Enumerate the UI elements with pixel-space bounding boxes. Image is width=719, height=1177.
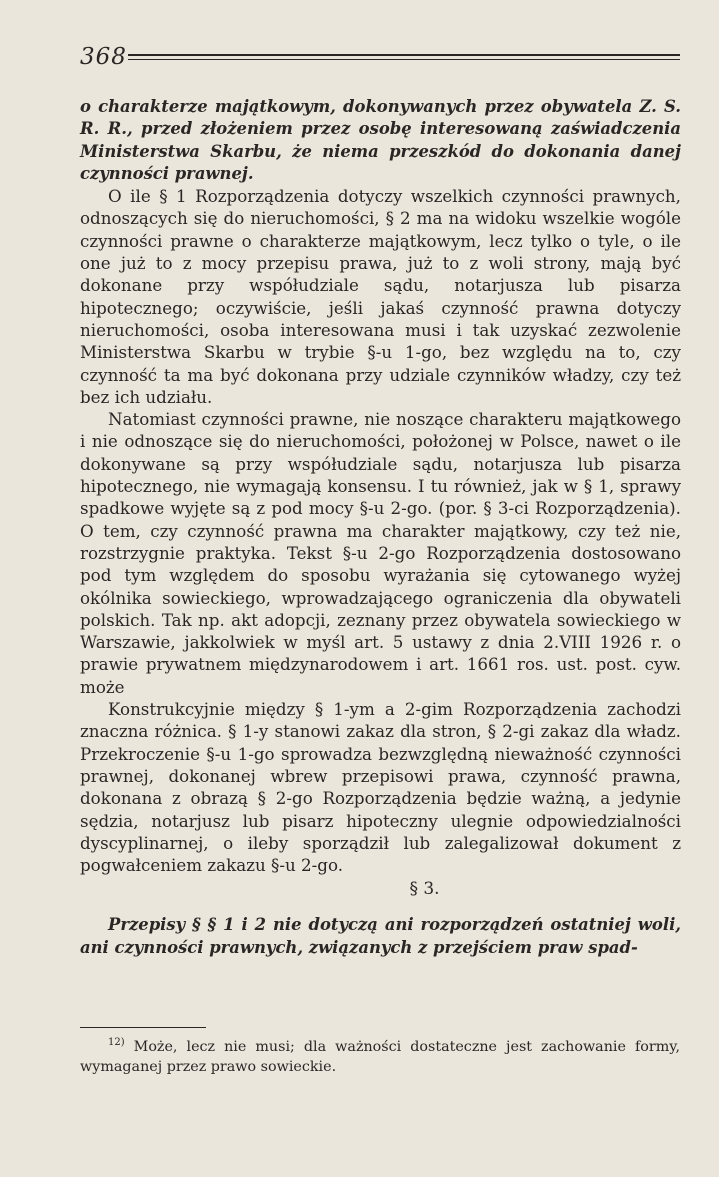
paragraph-2: Natomiast czynności prawne, nie noszące charakteru majątkowego i nie odnoszące się do nieruchomości, położonej w Polsce, nawet o ile dokonywane są przy współudziale sądu, notarjusza lub pisarza hipotecznego, nie wymagają konsensu. I tu również, jak w § 1, sprawy spadkowe wyjęte są z pod mocy §-u 2-go. (por. § 3-ci Rozporządzenia). O tem, czy czynność prawna ma charakter majątkowy, czy też nie, rozstrzygnie praktyka. Tekst §-u 2-go Rozporządzenia dostosowano pod tym względem do sposobu wyrażania się cytowanego wyżej okólnika sowieckiego, wprowadzającego ograniczenia dla obywateli polskich. Tak np. akt adopcji, zeznany przez obywatela sowieckiego w Warszawie, jakkolwiek w myśl art. 5 ustawy z dnia 2.VIII 1926 r. o prawie prywatnem międzynarodowem i art. 1661 ros. ust. post. cyw. może	[80, 409, 681, 697]
page-number: 368	[80, 44, 127, 70]
header-rule	[128, 54, 680, 60]
body-text	[80, 96, 681, 959]
footnote-text: Może, lecz nie musi; dla ważności dostateczne jest zachowanie formy, wymaganej przez prawo sowieckie.	[80, 1039, 680, 1075]
page-header	[80, 44, 680, 68]
footnote-rule	[80, 1027, 206, 1028]
paragraph-1: O ile § 1 Rozporządzenia dotyczy wszelkich czynności prawnych, odnoszących się do nieruchomości, § 2 ma na widoku wszelkie wogóle czynności prawne o charakterze majątkowym, lecz tylko o tyle, o ile one już to z mocy przepisu prawa, już to z woli strony, mają być dokonane przy współudziale sądu, notarjusza lub pisarza hipotecznego; oczywiście, jeśli jakaś czynność prawna dotyczy nieruchomości, osoba interesowana musi i tak uzyskać zezwolenie Ministerstwa Skarbu w trybie §-u 1-go, bez względu na to, czy czynność ta ma być dokonana przy udziale czynników władzy, czy też bez ich udziału.	[80, 186, 681, 407]
paragraph-3	[80, 698, 681, 876]
paragraph-italic-continuation: o charakterze majątkowym, dokonywanych przez obywatela Z. S. R. R., przed złożeniem przez osobę interesowaną zaświadczenia Ministerstwa Skarbu, że niema przeszkód do dokonania danej czynności prawnej.	[80, 97, 681, 183]
footnote	[80, 1038, 680, 1077]
paragraph-3-text: Konstrukcyjnie między § 1-ym a 2-gim Rozporządzenia zachodzi znaczna różnica. § 1-y stanowi zakaz dla stron, § 2-gi zakaz dla władz. Przekroczenie §-u 1-go sprowadza bezwzględną nieważność czynności prawnej, dokonanej wbrew przepisowi prawa, czynność prawna, dokonana z obrazą § 2-go Rozporządzenia będzie ważną, a jedynie sędzia, notarjusz lub pisarz hipoteczny ulegnie odpowiedzialności dyscyplinarnej, o ileby sporządził lub zalegalizował dokument z pogwałceniem zakazu §-u 2-go.	[80, 699, 681, 876]
footnote-marker: 12)	[108, 1037, 125, 1049]
section-heading: § 3.	[409, 879, 440, 900]
section-paragraph: Przepisy § § 1 i 2 nie dotyczą ani rozporządzeń ostatniej woli, ani czynności prawnych, związanych z przejściem praw spad-	[80, 915, 681, 957]
